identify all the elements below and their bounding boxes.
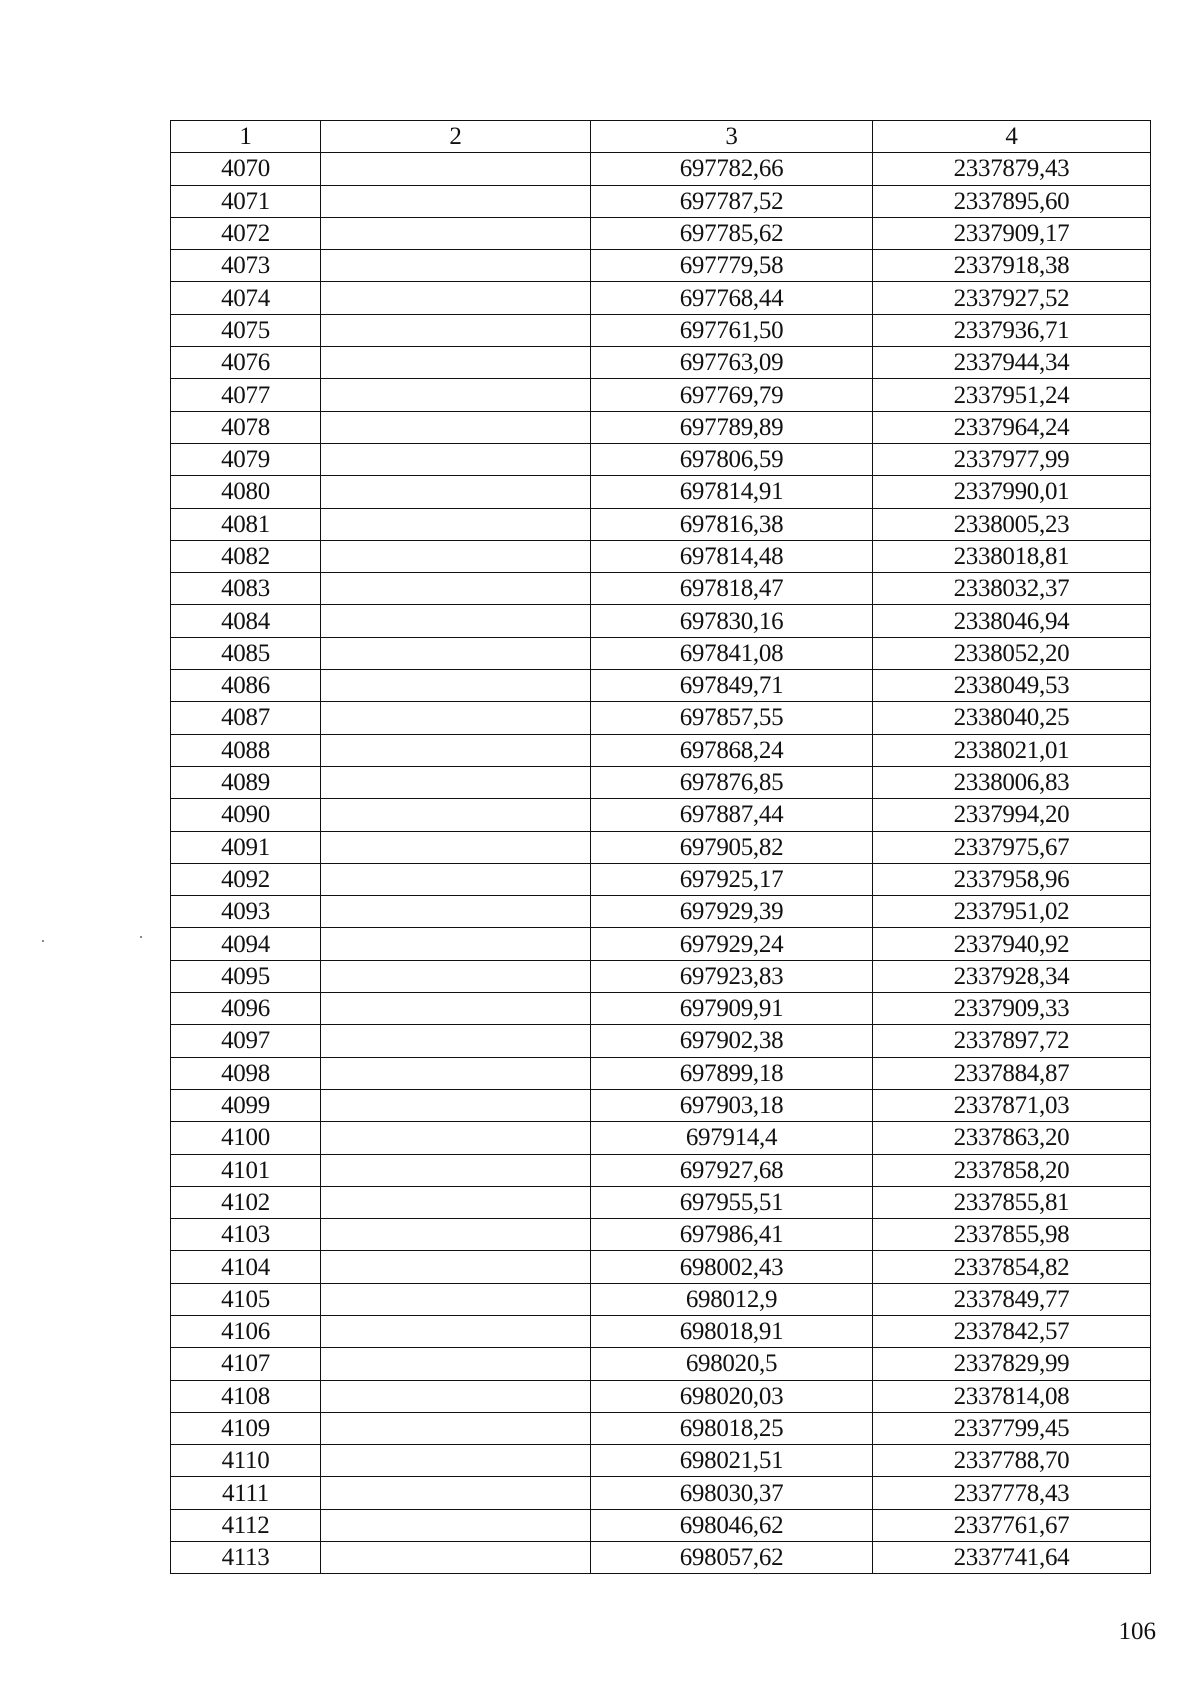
cell-x-coordinate: 697929,39 [591, 896, 873, 928]
cell-column-2 [321, 993, 591, 1025]
cell-column-2 [321, 863, 591, 895]
cell-x-coordinate: 697923,83 [591, 960, 873, 992]
cell-point-number: 4094 [171, 928, 321, 960]
table-row [171, 831, 1151, 863]
cell-column-2 [321, 1089, 591, 1121]
table-row [171, 282, 1151, 314]
table-row [171, 1509, 1151, 1541]
cell-x-coordinate: 697914,4 [591, 1122, 873, 1154]
cell-point-number: 4093 [171, 896, 321, 928]
table-row [171, 1122, 1151, 1154]
cell-point-number: 4088 [171, 734, 321, 766]
cell-y-coordinate: 2337951,24 [873, 379, 1151, 411]
cell-point-number: 4110 [171, 1445, 321, 1477]
cell-y-coordinate: 2338052,20 [873, 637, 1151, 669]
table-row [171, 573, 1151, 605]
cell-y-coordinate: 2338018,81 [873, 540, 1151, 572]
cell-point-number: 4078 [171, 411, 321, 443]
cell-column-2 [321, 799, 591, 831]
cell-x-coordinate: 697830,16 [591, 605, 873, 637]
cell-x-coordinate: 697955,51 [591, 1186, 873, 1218]
scan-speck [140, 936, 142, 938]
cell-point-number: 4112 [171, 1509, 321, 1541]
cell-point-number: 4105 [171, 1283, 321, 1315]
cell-column-2 [321, 1186, 591, 1218]
cell-column-2 [321, 670, 591, 702]
table-row [171, 1154, 1151, 1186]
cell-y-coordinate: 2338049,53 [873, 670, 1151, 702]
cell-x-coordinate: 697779,58 [591, 250, 873, 282]
cell-column-2 [321, 637, 591, 669]
cell-y-coordinate: 2338006,83 [873, 766, 1151, 798]
cell-x-coordinate: 697929,24 [591, 928, 873, 960]
cell-column-2 [321, 1509, 591, 1541]
cell-column-2 [321, 1251, 591, 1283]
table-row [171, 605, 1151, 637]
cell-y-coordinate: 2337863,20 [873, 1122, 1151, 1154]
cell-point-number: 4109 [171, 1412, 321, 1444]
cell-point-number: 4107 [171, 1348, 321, 1380]
cell-point-number: 4087 [171, 702, 321, 734]
cell-x-coordinate: 697927,68 [591, 1154, 873, 1186]
cell-column-2 [321, 1412, 591, 1444]
table-row [171, 896, 1151, 928]
cell-x-coordinate: 697868,24 [591, 734, 873, 766]
cell-point-number: 4103 [171, 1219, 321, 1251]
cell-x-coordinate: 698020,5 [591, 1348, 873, 1380]
cell-point-number: 4098 [171, 1057, 321, 1089]
cell-y-coordinate: 2337849,77 [873, 1283, 1151, 1315]
cell-x-coordinate: 697816,38 [591, 508, 873, 540]
cell-x-coordinate: 697925,17 [591, 863, 873, 895]
cell-point-number: 4076 [171, 347, 321, 379]
cell-column-2 [321, 379, 591, 411]
cell-point-number: 4111 [171, 1477, 321, 1509]
cell-x-coordinate: 697789,89 [591, 411, 873, 443]
cell-x-coordinate: 697903,18 [591, 1089, 873, 1121]
cell-point-number: 4071 [171, 185, 321, 217]
cell-y-coordinate: 2338046,94 [873, 605, 1151, 637]
cell-x-coordinate: 697841,08 [591, 637, 873, 669]
table-row [171, 670, 1151, 702]
cell-x-coordinate: 698046,62 [591, 1509, 873, 1541]
cell-column-2 [321, 1477, 591, 1509]
cell-point-number: 4075 [171, 314, 321, 346]
table-row [171, 960, 1151, 992]
cell-y-coordinate: 2337909,17 [873, 217, 1151, 249]
cell-y-coordinate: 2337975,67 [873, 831, 1151, 863]
cell-point-number: 4108 [171, 1380, 321, 1412]
cell-point-number: 4080 [171, 476, 321, 508]
cell-point-number: 4092 [171, 863, 321, 895]
cell-y-coordinate: 2338021,01 [873, 734, 1151, 766]
table-row [171, 1477, 1151, 1509]
cell-point-number: 4101 [171, 1154, 321, 1186]
cell-y-coordinate: 2337884,87 [873, 1057, 1151, 1089]
cell-point-number: 4086 [171, 670, 321, 702]
cell-x-coordinate: 698030,37 [591, 1477, 873, 1509]
cell-y-coordinate: 2337895,60 [873, 185, 1151, 217]
cell-y-coordinate: 2337879,43 [873, 153, 1151, 185]
cell-point-number: 4089 [171, 766, 321, 798]
table-row [171, 217, 1151, 249]
cell-x-coordinate: 697899,18 [591, 1057, 873, 1089]
cell-column-2 [321, 1380, 591, 1412]
cell-column-2 [321, 314, 591, 346]
cell-x-coordinate: 697814,91 [591, 476, 873, 508]
cell-column-2 [321, 508, 591, 540]
cell-column-2 [321, 831, 591, 863]
cell-y-coordinate: 2337858,20 [873, 1154, 1151, 1186]
table-row [171, 1380, 1151, 1412]
cell-y-coordinate: 2338032,37 [873, 573, 1151, 605]
cell-point-number: 4084 [171, 605, 321, 637]
table-row [171, 314, 1151, 346]
cell-y-coordinate: 2337977,99 [873, 443, 1151, 475]
table-row [171, 1186, 1151, 1218]
cell-x-coordinate: 698021,51 [591, 1445, 873, 1477]
cell-x-coordinate: 697763,09 [591, 347, 873, 379]
cell-x-coordinate: 698018,25 [591, 1412, 873, 1444]
cell-x-coordinate: 698012,9 [591, 1283, 873, 1315]
cell-x-coordinate: 698018,91 [591, 1315, 873, 1347]
cell-point-number: 4082 [171, 540, 321, 572]
cell-column-2 [321, 411, 591, 443]
cell-column-2 [321, 1219, 591, 1251]
cell-column-2 [321, 1025, 591, 1057]
cell-point-number: 4100 [171, 1122, 321, 1154]
cell-y-coordinate: 2337958,96 [873, 863, 1151, 895]
cell-point-number: 4085 [171, 637, 321, 669]
cell-x-coordinate: 697787,52 [591, 185, 873, 217]
cell-column-2 [321, 153, 591, 185]
cell-column-2 [321, 185, 591, 217]
cell-column-2 [321, 540, 591, 572]
cell-column-2 [321, 573, 591, 605]
cell-column-2 [321, 702, 591, 734]
cell-y-coordinate: 2338005,23 [873, 508, 1151, 540]
cell-point-number: 4113 [171, 1542, 321, 1574]
table-row [171, 1057, 1151, 1089]
cell-y-coordinate: 2337741,64 [873, 1542, 1151, 1574]
cell-point-number: 4099 [171, 1089, 321, 1121]
cell-point-number: 4090 [171, 799, 321, 831]
table-row [171, 1251, 1151, 1283]
cell-column-2 [321, 217, 591, 249]
cell-x-coordinate: 697902,38 [591, 1025, 873, 1057]
table-row [171, 1315, 1151, 1347]
cell-point-number: 4081 [171, 508, 321, 540]
table-row [171, 540, 1151, 572]
cell-column-2 [321, 347, 591, 379]
cell-x-coordinate: 697857,55 [591, 702, 873, 734]
table-row [171, 993, 1151, 1025]
cell-column-2 [321, 1348, 591, 1380]
table-header-row [171, 121, 1151, 153]
cell-x-coordinate: 697849,71 [591, 670, 873, 702]
cell-x-coordinate: 697887,44 [591, 799, 873, 831]
table-row [171, 734, 1151, 766]
column-header-2: 2 [321, 121, 591, 153]
cell-y-coordinate: 2338040,25 [873, 702, 1151, 734]
coordinate-table-container [170, 120, 1150, 1574]
table-row [171, 637, 1151, 669]
table-row [171, 508, 1151, 540]
cell-x-coordinate: 698002,43 [591, 1251, 873, 1283]
page-number: 106 [1118, 1618, 1156, 1645]
table-row [171, 153, 1151, 185]
table-row [171, 863, 1151, 895]
cell-point-number: 4097 [171, 1025, 321, 1057]
cell-point-number: 4096 [171, 993, 321, 1025]
column-header-3: 3 [591, 121, 873, 153]
table-row [171, 411, 1151, 443]
cell-point-number: 4106 [171, 1315, 321, 1347]
table-row [171, 250, 1151, 282]
cell-y-coordinate: 2337799,45 [873, 1412, 1151, 1444]
cell-x-coordinate: 698020,03 [591, 1380, 873, 1412]
cell-column-2 [321, 928, 591, 960]
cell-y-coordinate: 2337940,92 [873, 928, 1151, 960]
cell-point-number: 4077 [171, 379, 321, 411]
cell-point-number: 4104 [171, 1251, 321, 1283]
cell-y-coordinate: 2337761,67 [873, 1509, 1151, 1541]
cell-column-2 [321, 734, 591, 766]
cell-y-coordinate: 2337909,33 [873, 993, 1151, 1025]
cell-x-coordinate: 697986,41 [591, 1219, 873, 1251]
cell-point-number: 4073 [171, 250, 321, 282]
cell-y-coordinate: 2337778,43 [873, 1477, 1151, 1509]
cell-point-number: 4072 [171, 217, 321, 249]
cell-x-coordinate: 697782,66 [591, 153, 873, 185]
cell-column-2 [321, 605, 591, 637]
table-row [171, 476, 1151, 508]
table-row [171, 443, 1151, 475]
cell-column-2 [321, 250, 591, 282]
cell-x-coordinate: 697876,85 [591, 766, 873, 798]
cell-column-2 [321, 1315, 591, 1347]
table-row [171, 702, 1151, 734]
cell-y-coordinate: 2337936,71 [873, 314, 1151, 346]
cell-column-2 [321, 1283, 591, 1315]
cell-column-2 [321, 1154, 591, 1186]
cell-y-coordinate: 2337994,20 [873, 799, 1151, 831]
cell-x-coordinate: 697785,62 [591, 217, 873, 249]
cell-x-coordinate: 697768,44 [591, 282, 873, 314]
cell-y-coordinate: 2337944,34 [873, 347, 1151, 379]
cell-point-number: 4095 [171, 960, 321, 992]
table-row [171, 347, 1151, 379]
cell-point-number: 4074 [171, 282, 321, 314]
cell-y-coordinate: 2337854,82 [873, 1251, 1151, 1283]
cell-y-coordinate: 2337964,24 [873, 411, 1151, 443]
cell-x-coordinate: 697769,79 [591, 379, 873, 411]
cell-x-coordinate: 697761,50 [591, 314, 873, 346]
table-row [171, 1542, 1151, 1574]
table-row [171, 1348, 1151, 1380]
cell-x-coordinate: 697905,82 [591, 831, 873, 863]
cell-x-coordinate: 697909,91 [591, 993, 873, 1025]
table-row [171, 766, 1151, 798]
cell-column-2 [321, 282, 591, 314]
table-row [171, 379, 1151, 411]
cell-column-2 [321, 443, 591, 475]
cell-y-coordinate: 2337855,81 [873, 1186, 1151, 1218]
cell-x-coordinate: 697814,48 [591, 540, 873, 572]
cell-column-2 [321, 960, 591, 992]
table-row [171, 1412, 1151, 1444]
cell-y-coordinate: 2337855,98 [873, 1219, 1151, 1251]
table-row [171, 1219, 1151, 1251]
cell-column-2 [321, 766, 591, 798]
cell-point-number: 4083 [171, 573, 321, 605]
cell-y-coordinate: 2337788,70 [873, 1445, 1151, 1477]
cell-x-coordinate: 698057,62 [591, 1542, 873, 1574]
cell-y-coordinate: 2337927,52 [873, 282, 1151, 314]
cell-point-number: 4102 [171, 1186, 321, 1218]
table-body [171, 153, 1151, 1574]
cell-column-2 [321, 1542, 591, 1574]
cell-column-2 [321, 1057, 591, 1089]
table-row [171, 1283, 1151, 1315]
cell-y-coordinate: 2337918,38 [873, 250, 1151, 282]
table-row [171, 928, 1151, 960]
cell-y-coordinate: 2337951,02 [873, 896, 1151, 928]
table-row [171, 1025, 1151, 1057]
table-row [171, 799, 1151, 831]
cell-y-coordinate: 2337842,57 [873, 1315, 1151, 1347]
table-row [171, 1089, 1151, 1121]
column-header-1: 1 [171, 121, 321, 153]
cell-point-number: 4079 [171, 443, 321, 475]
cell-y-coordinate: 2337897,72 [873, 1025, 1151, 1057]
column-header-4: 4 [873, 121, 1151, 153]
table-row [171, 1445, 1151, 1477]
cell-y-coordinate: 2337814,08 [873, 1380, 1151, 1412]
cell-column-2 [321, 1445, 591, 1477]
cell-x-coordinate: 697806,59 [591, 443, 873, 475]
cell-point-number: 4091 [171, 831, 321, 863]
cell-y-coordinate: 2337829,99 [873, 1348, 1151, 1380]
cell-y-coordinate: 2337928,34 [873, 960, 1151, 992]
cell-x-coordinate: 697818,47 [591, 573, 873, 605]
cell-column-2 [321, 476, 591, 508]
cell-y-coordinate: 2337871,03 [873, 1089, 1151, 1121]
cell-point-number: 4070 [171, 153, 321, 185]
cell-y-coordinate: 2337990,01 [873, 476, 1151, 508]
table-row [171, 185, 1151, 217]
cell-column-2 [321, 1122, 591, 1154]
coordinate-table [170, 120, 1151, 1574]
cell-column-2 [321, 896, 591, 928]
scan-speck [42, 940, 44, 942]
